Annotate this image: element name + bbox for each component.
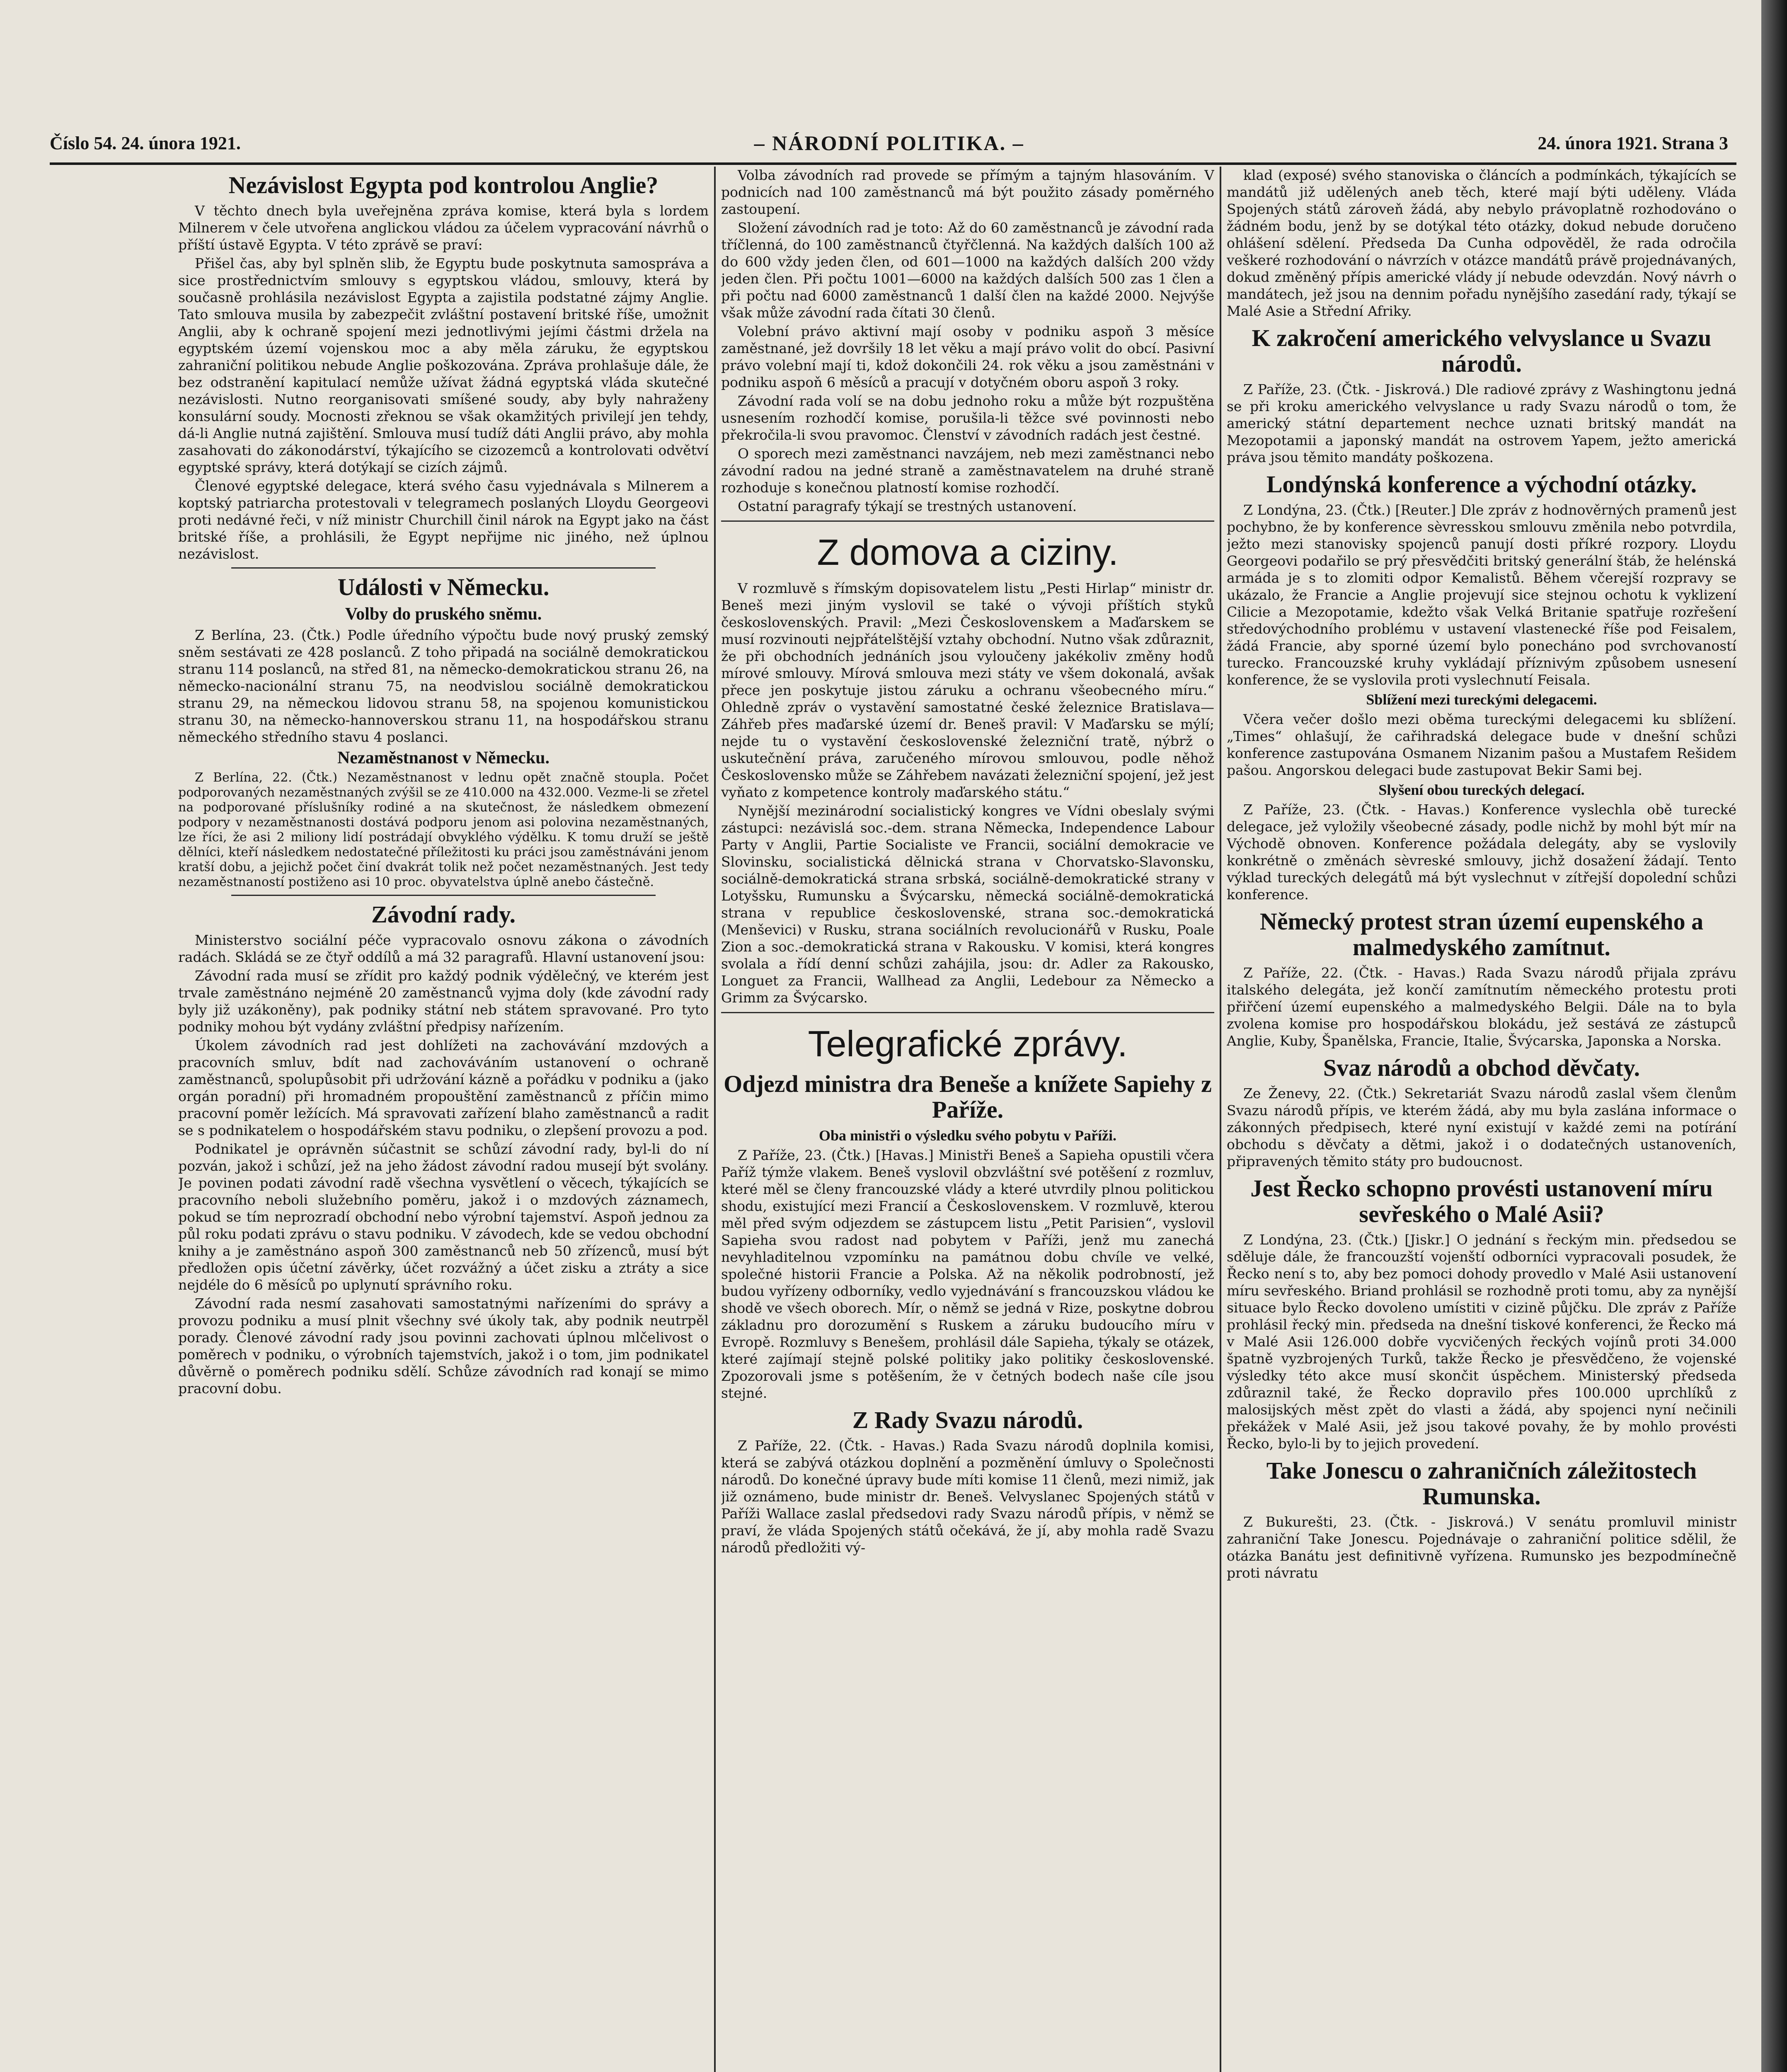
article-paragraph: Členové egyptské delegace, která svého času vyjednávala s Milnerem a koptský patriarcha protestovali v telegramech poslaných Lloydu Georgeovi proti nedávné řeči, v níž ministr Churchill činil nárok na Egypt jako na část britské říše, a prohlásili, že Egypt nepřijme nic jiného, než úplnou nezávislost. <box>178 478 709 562</box>
article-headline: Z Rady Svazu národů. <box>852 1406 1083 1433</box>
issue-number: Číslo 54. 24. února 1921. <box>50 133 241 153</box>
column-1 <box>178 167 709 2072</box>
column-divider <box>714 167 716 2072</box>
article-paragraph: Podnikatel je oprávněn súčastnit se schůzí závodní rady, byl-li do ní pozván, jakož i schůzí, jež na jeho žádost závodní radou musejí být svolány. Je povinen podati závodní radě všechna vysvětlení o věcech, týkajících se pracovního neboli služebního poměru, jakož i o mzdových záznamech, pokud se tím neprozradí obchodní nebo výrobní tajemství. Aspoň jednou za půl roku podati zprávu o stavu podniku. V závodech, kde se vedou obchodní knihy a je zaměstnáno aspoň 300 zaměstnanců neb 50 zřízenců, musí být předložen opis účetní závěrky, účet rozvážný a účet zisku a ztráty a sice nejdéle do 6 měsíců po uplynutí správního roku. <box>178 1141 709 1293</box>
article-subheadline: Oba ministři o výsledku svého pobytu v Paříži. <box>818 1127 1117 1144</box>
article-headline: Německý protest stran území eupenského a malmedyského zamítnut. <box>1259 908 1704 961</box>
article-paragraph: Z Paříže, 22. (Čtk. - Havas.) Rada Svazu národů přijala zprávu italského delegáta, jež končí zamítnutím německého protestu proti přiřčení území eupenského a malmedyského Belgii. Dále na to byla zvolena komise pro hospodářskou blokádu, jež sestává ze zástupců Anglie, Kuby, Španělska, Francie, Italie, Švýcarska, Japonska a Norska. <box>1227 965 1736 1049</box>
article-paragraph: Nynější mezinárodní socialistický kongres ve Vídni obeslaly svými zástupci: nezávislá soc.-dem. strana Německa, Independence Labour Party v Anglii, Partie Socialiste ve Francii, sociální demokracie ve Slovinsku, socialistická dělnická strana v Chorvatsko-Slavonsku, sociálně-demokratická strana srbská, sociálně-demokratické strany v Lotyšsku, Rumunsku a Švýcarsku, německá sociálně-demokratická strana v republice československé, strana soc.-demokratická (Menševici) v Rusku, strana sociálních revolucionářů v Rusku, Poale Zion a soc.-demokratická strana v Rakousku. V komisi, která kongres svolala a řídí denní schůzi zahájila, jsou: dr. Adler za Rakousko, Longuet za Francii, Wallhead za Anglii, Ledebour za Německo a Grimm za Švýcarsko. <box>721 803 1214 1006</box>
article-headline: Závodní rady. <box>371 901 516 928</box>
article-paragraph: Závodní rada nesmí zasahovati samostatnými nařízeními do správy a provozu podniku a musí plnit všechny své úkoly tak, aby podnik neutrpěl porady. Členové závodní rady jsou povinni zachovati úplnou mlčelivost o poměrech v podniku, o výrobních tajemstvích, jakož i o tom, jim podnikatel důvěrně o poměrech podniku sdělí. Schůze závodních rad konají se mimo pracovní dobu. <box>178 1295 709 1397</box>
scan-edge <box>1761 0 1787 2072</box>
section-headline: Z domova a ciziny. <box>817 532 1119 573</box>
masthead: – NÁRODNÍ POLITIKA. – <box>754 131 1024 155</box>
article-paragraph: Včera večer došlo mezi oběma tureckými delegacemi ku sblížení. „Times“ ohlašují, že cařihradská delegace bude v dnešní schůzi konference zastupována Osmanem Nizanim pašou a Mustafem Rešidem pašou. Angorskou delegaci bude zastupovat Bekir Sami bej. <box>1227 711 1736 778</box>
header-rule <box>50 162 1736 165</box>
article-paragraph: Z Paříže, 23. (Čtk.) [Havas.] Ministři Beneš a Sapieha opustili včera Paříž týmže vlakem. Beneš vyslovil obzvláštní své potěšení z rozmluv, které měl se členy francouzské vlády a které utvrdily plnou politickou shodu, existující mezi Francií a Československem. V rozmluvě, kterou měl před svým odjezdem se zástupcem listu „Petit Parisien“, vyslovil Sapieha svou radost nad pobytem v Paříži, jenž mu zanechá nevyhladitelnou vzpomínku na památnou dobu chvíle ve velké, společné historii Francie a Polska. Až na několik podrobností, jež budou vyřízeny odborníky, vedlo vyjednávání s francouzskou vládou ke shodě ve všech oborech. Mír, o němž se jedná v Rize, poskytne dobrou základnu pro dorozumění s Ruskem a záruku budoucího míru v Evropě. Rozmluvy s Benešem, prohlásil dále Sapieha, týkaly se otázek, které zajímají stejně polské politiky jako politiky československé. Zpozorovali jsme s potěšením, že v četných bodech naše cíle jsou stejné. <box>721 1147 1214 1401</box>
section-rule <box>231 567 656 569</box>
article-headline: Take Jonescu o zahraničních záležitostech Rumunska. <box>1266 1457 1697 1510</box>
article-paragraph: Úkolem závodních rad jest dohlížeti na zachovávání mzdových a pracovních smluv, bdít nad zachováváním ustanovení o ochraně zaměstnanců, spolupůsobit při udržování kázně a pořádku v podniku a (jako orgán poradní) při hromadném propouštění zaměstnanců z příčin mimo pracovní poměr ležících. Má spravovati zařízení blaho zaměstnanců a radit se s podnikatelem o hospodářském stavu podniku, o zlepšení provozu a pod. <box>178 1037 709 1138</box>
section-rule <box>231 895 656 896</box>
column-2 <box>721 167 1214 2072</box>
article-headline: Jest Řecko schopno provésti ustanovení míru sevřeského o Malé Asii? <box>1250 1175 1713 1227</box>
column-divider <box>1220 167 1221 2072</box>
article-paragraph: Přišel čas, aby byl splněn slib, že Egyptu bude poskytnuta samospráva a sice prostřednictvím smlouvy s egyptskou vládou, smlouvy, která by současně prohlásila nezávislost Egypta a zajistila podstatné zájmy Anglie. Tato smlouva musila by zabezpečit zvláštní postavení britské říše, umožnit Anglii, aby k ochraně spojení mezi jednotlivými jejími částmi držela na egyptském území vojenskou moc a aby měla záruku, že egyptskou zahraniční politikou nebude Anglie poškozována. Zpráva prohlašuje dále, že bez odstranění kapitulací nemůže užívat žádná egyptská vláda skutečné nezávislosti. Nutno reorganisovati smíšené soudy, aby byly nahraženy konsulární soudy. Mocnosti zřeknou se však okamžitých privilejí jen tehdy, dá-li Anglie nutná zajištění. Smlouva musí tudíž dáti Anglii právo, aby mohla zasahovati do zákonodárství, týkajícího se cizozemců a kontrolovati odvětví egyptské správy, která dotýkají se cizích zájmů. <box>178 255 709 475</box>
section-headline: Telegrafické zprávy. <box>808 1023 1128 1064</box>
article-paragraph: klad (exposé) svého stanoviska o článcích a podmínkách, týkajících se mandátů již udělených aneb těch, které mají býti uděleny. Vláda Spojených států zároveň žádá, aby nebylo právoplatně rozhodováno o žádném bodu, jenž by se dotýkal této otázky, dokud nebude doručeno ohlášení sdělení. Předseda Da Cunha odpověděl, že rada odročila veškeré rozhodování o návrzích v otázce mandátů právě projednávaných, dokud změněný přípis americké vlády jí nebude odevzdán. Nový návrh o mandátech, jež jsou na dennim pořadu nynějšího zasedání rady, týkají se Malé Asie a Střední Afriky. <box>1227 167 1736 319</box>
article-paragraph: V rozmluvě s římským dopisovatelem listu „Pesti Hirlap“ ministr dr. Beneš mezi jiným vyslovil se také o vývoji příštích styků československých. Pravil: „Mezi Československem a Maďarskem se musí rozvinouti nejpřátelštější vztahy obchodní. Nutno však zdůraznit, že při obchodních jednáních jsou vyloučeny jakékoliv změny hodů mírové smlouvy. Mírová smlouva mezi státy ve všem dokonalá, avšak přece jen poskytuje jistou záruku a ochranu všeobecného míru.“ Ohledně zpráv o vystavění samostatné české železnice Bratislava—Záhřeb přes maďarské území dr. Beneš pravil: V Maďarsku se mýlí; nejde tu o vystavění československé železniční tratě, nýbrž o uskutečnění práva, zaručeného mírovou smlouvou, podle něhož Československo může se Záhřebem navázati železniční spojení, jež jest vyňato z kompetence kontroly maďarského státu.“ <box>721 580 1214 800</box>
article-paragraph: Ministerstvo sociální péče vypracovalo osnovu zákona o závodních radách. Skládá se ze čtyř oddílů a má 32 paragrafů. Hlavní ustanovení jsou: <box>178 932 709 965</box>
article-paragraph: Z Londýna, 23. (Čtk.) [Reuter.] Dle zpráv z hodnověrných pramenů jest pochybno, že by konference sèvresskou smlouvu změnila nebo potvrdila, ježto mezi stanovisky spojenců panují dosti příkré rozpory. Lloydu Georgeovi podařilo se prý přesvědčiti britský generální štáb, že helénská armáda je s to zlomiti odpor Kemalistů. Během včerejší rozpravy se ukázalo, že Francie a Anglie projevují sice stejnou ochotu k vyklizení Cilicie a Mezopotamie, kdežto však Velká Britanie spatřuje rozřešení středovýchodního problému v ustavení vlastenecké říše pod Feisalem, žádá Francie, aby sporné území bylo ponecháno pod svrchovaností turecko. Francouzské kruhy vykládají příznivým způsobem usnesení konference, že se vyslovila proti vyslechnutí Feisala. <box>1227 502 1736 688</box>
section-rule <box>721 520 1214 522</box>
article-headline: Nezávislost Egypta pod kontrolou Anglie? <box>228 172 659 198</box>
article-paragraph: Z Paříže, 22. (Čtk. - Havas.) Rada Svazu národů doplnila komisi, která se zabývá otázkou doplnění a pozměnění úmluvy o Společnosti národů. Do konečné úpravy bude míti komise 11 členů, mezi nimiž, jak již oznámeno, bude ministr dr. Beneš. Velvyslanec Spojených států v Paříži Wallace zaslal předsedovi rady Svazu národů přípis, v němž se praví, že vláda Spojených států očekává, že jí, aby mohla radě Svazu národů předložiti vý- <box>721 1438 1214 1556</box>
article-headline: Události v Německu. <box>337 574 550 600</box>
article-subheadline: Sblížení mezi tureckými delegacemi. <box>1366 691 1597 708</box>
page-header <box>50 124 1728 162</box>
article-subheadline: Volby do pruského sněmu. <box>345 605 542 624</box>
article-paragraph: Závodní rada volí se na dobu jednoho roku a může být rozpuštěna usnesením rozhodčí komise, porušila-li těžce své povinnosti nebo překročila-li svou pravomoc. Členství v závodních radách jest čestné. <box>721 393 1214 443</box>
article-paragraph: Z Paříže, 23. (Čtk. - Jiskrová.) Dle radiové zprávy z Washingtonu jedná se při kroku amerického velvyslance u rady Svazu národů o tom, že americký státní departement nechce uznati britský mandát na Mezopotamii a japonský mandát na ostrovem Yapem, ježto americká práva jsou těmito mandáty poškozena. <box>1227 381 1736 465</box>
article-headline: Svaz národů a obchod děvčaty. <box>1323 1054 1640 1081</box>
article-paragraph: Z Bukurešti, 23. (Čtk. - Jiskrová.) V senátu promluvil ministr zahraniční Take Jonescu. Pojednávaje o zahraniční politice sdělil, že otázka Banátu jest definitivně vyřízena. Rumunsko jes bezpodmínečně proti návratu <box>1227 1514 1736 1581</box>
article-paragraph: Volební právo aktivní mají osoby v podniku aspoň 3 měsíce zaměstnané, jež dovršily 18 let věku a mají právo volit do obcí. Pasivní právo volební mají ti, kdož dokončili 24. rok věku a jsou zaměstnáni v podniku aspoň 6 měsíců a pracují v dotyčném oboru aspoň 3 roky. <box>721 323 1214 390</box>
article-paragraph: Z Berlína, 23. (Čtk.) Podle úředního výpočtu bude nový pruský zemský sněm sestávati ze 428 poslanců. Z toho připadá na sociálně demokratickou stranu 114 poslanců, na střed 81, na německo-demokratickou stranu 26, na německo-nacionální stranu 75, na neodvislou sociálně demokratickou stranu 29, na německou lidovou stranu 58, na spojenou komunistickou stranu 30, na německo-hannoverskou stranu 11, na hospodářskou stranu německého středního stavu 4 poslanci. <box>178 627 709 745</box>
article-paragraph: Ostatní paragrafy týkají se trestných ustanovení. <box>738 498 1077 514</box>
article-subheadline: Slyšení obou tureckých delegací. <box>1378 782 1585 798</box>
article-paragraph: Ze Ženevy, 22. (Čtk.) Sekretariát Svazu národů zaslal všem členům Svazu národů přípis, ve kterém žádá, aby mu byla zaslána informace o zákonných předpisech, které nyní existují v každé zemi na potírání obchodu s děvčaty a dětmi, jakož i o dodatečných ustanoveních, připravených těmito státy pro budoucnost. <box>1227 1085 1736 1169</box>
column-3 <box>1227 167 1736 2072</box>
page-number: 24. února 1921. Strana 3 <box>1538 133 1728 153</box>
article-paragraph: Složení závodních rad je toto: Až do 60 zaměstnanců je závodní rada tříčlenná, do 100 zaměstnanců čtyřčlenná. Na každých dalších 100 až do 600 vždy jeden člen, od 601—1000 na každých dalších 200 vždy jeden člen. Při počtu 1001—6000 na každých dalších 500 zas 1 člen a při počtu nad 6000 zaměstnanců 1 další člen na každé 2000. Nejvýše však může závodní rada čítati 30 členů. <box>721 220 1214 321</box>
article-paragraph: Z Londýna, 23. (Čtk.) [Jiskr.] O jednání s řeckým min. předsedou se sděluje dále, že francouzští vojenští odborníci vypracovali posudek, že Řecko není s to, aby bez pomoci dohody provedlo v Malé Asii ustanovení míru sevřeského. Briand prohlásil se rozhodně proti tomu, aby za nynější situace bylo Řecko dovoleno umístiti v cizině půjčku. Dle zpráv z Paříže prohlásil řecký min. předseda na dnešní tiskové konferenci, že Řecko má v Malé Asii 126.000 dobře vycvičených řeckých vojínů proti 34.000 špatně vyzbrojených Turků, takže Řecko je přesvědčeno, že vojenské výsledky této akce musí skončit úspěchem. Ministerský předseda zdůraznil také, že Řecko dopravilo přes 100.000 uprchlíků z malosijských měst zpět do vlasti a žádá, aby spojenci nyní nečinili překážek v Malé Asii, jež jsou takové povahy, že by mohlo provésti Řecko, bylo-li by to jejich provedení. <box>1227 1232 1736 1452</box>
article-paragraph: Z Berlína, 22. (Čtk.) Nezaměstnanost v lednu opět značně stoupla. Počet podporovaných nezaměstnaných zvýšil se ze 410.000 na 432.000. Vezme-li se zřetel na podporované příslušníky rodiné a na skutečnost, že následkem obmezení podpory v nezaměstnanosti dostává podporu jenom asi polovina nezaměstnaných, lze říci, že asi 2 miliony lidí postrádají obvyklého výdělku. K tomu druží se ještě dělníci, kteří následkem nedostatečné příležitosti ku práci jsou zaměstnáváni jenom kratší dobu, a jejichž počet činí dvakrát tolik než počet nezaměstnaných. Jest tedy nezaměstnaností postiženo asi 10 proc. obyvatelstva úplně anebo částečně. <box>178 770 709 889</box>
article-paragraph: Závodní rada musí se zřídit pro každý podnik výdělečný, ve kterém jest trvale zaměstnáno nejméně 20 zaměstnanců vyjma doly (kde závodní rady byly již uzákoněny), pak podniky státní neb státem spravované. Pro tyto podniky mohou být vydány zvláštní předpisy nařízením. <box>178 968 709 1035</box>
article-paragraph: Z Paříže, 23. (Čtk. - Havas.) Konference vyslechla obě turecké delegace, jež vyložily všeobecné zásady, podle nichž by mohl být mír na Východě obnoven. Konference požádala delegáty, aby se vyslovily konkrétně o změnách sèvreské smlouvy, jichž dosažení žádají. Tento výklad tureckých delegátů má být vyslechnut v zítřejší dopolední schůzi konference. <box>1227 801 1736 903</box>
article-paragraph: V těchto dnech byla uveřejněna zpráva komise, která byla s lordem Milnerem v čele utvořena anglickou vládou za účelem vypracování návrhů o příští ústavě Egypta. V této zprávě se praví: <box>178 203 709 253</box>
article-paragraph: Volba závodních rad provede se přímým a tajným hlasováním. V podnicích nad 100 zaměstnanců má být použito zásady poměrného zastoupení. <box>721 167 1214 217</box>
article-paragraph: O sporech mezi zaměstnanci navzájem, neb mezi zaměstnanci nebo závodní radou na jedné straně a zaměstnavatelem na druhé straně rozhoduje s konečnou platností komise rozhodčí. <box>721 445 1214 496</box>
article-headline: Londýnská konference a východní otázky. <box>1266 471 1697 498</box>
article-subheadline: Nezaměstnanost v Německu. <box>337 748 550 767</box>
article-headline: Odjezd ministra dra Beneše a knížete Sapiehy z Paříže. <box>724 1070 1212 1123</box>
section-rule <box>721 1012 1214 1013</box>
article-headline: K zakročení amerického velvyslance u Svazu národů. <box>1252 324 1712 377</box>
